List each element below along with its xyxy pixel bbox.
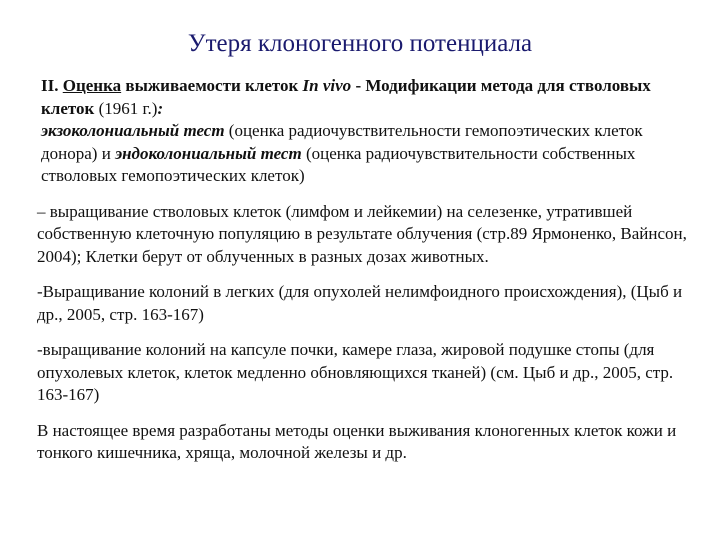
- paragraph-spleen: – выращивание стволовых клеток (лимфом и лейкемии) на селезенке, утратившей собственную клеточную популяцию в результате облучения (стр.89 Ярмоненко, Вайнсон, 2004); Клетки берут от облученных в разных дозах животных.: [37, 201, 687, 266]
- exo-term: экзоколониальный тест: [41, 121, 225, 140]
- slide-content: [37, 75, 697, 478]
- paragraph-current-methods: В настоящее время разработаны методы оценки выживания клоногенных клеток кожи и тонкого кишечника, хряща, молочной железы и др.: [37, 420, 677, 462]
- endo-description: (оценка радиочувствительности собственных стволовых гемопоэтических клеток): [41, 143, 636, 185]
- section-paragraph: [37, 75, 697, 188]
- heading-colon: :: [157, 98, 164, 118]
- heading-rest: выживаемости клеток: [125, 76, 299, 95]
- paragraph-lungs: -Выращивание колоний в легких (для опухолей нелимфоидного происхождения), (Цыб и др., 2005, стр. 163-167): [37, 282, 683, 324]
- heading-underlined: Оценка: [62, 76, 122, 95]
- heading-tail: - Модификации метода для стволовых клеток: [41, 76, 651, 118]
- exo-description: (оценка радиочувствительности гемопоэтических клеток донора) и: [41, 121, 643, 163]
- year: (1961 г.): [98, 98, 158, 118]
- endo-term: эндоколониальный тест: [115, 143, 302, 163]
- in-vivo-term: In vivo: [302, 76, 352, 95]
- paragraph-kidney: -выращивание колоний на капсуле почки, камере глаза, жировой подушке стопы (для опухолевых клеток, клеток медленно обновляющихся тканей) (см. Цыб и др., 2005, стр. 163-167): [37, 340, 674, 404]
- slide-title: Утеря клоногенного потенциала: [187, 30, 533, 57]
- section-number: II.: [41, 76, 59, 95]
